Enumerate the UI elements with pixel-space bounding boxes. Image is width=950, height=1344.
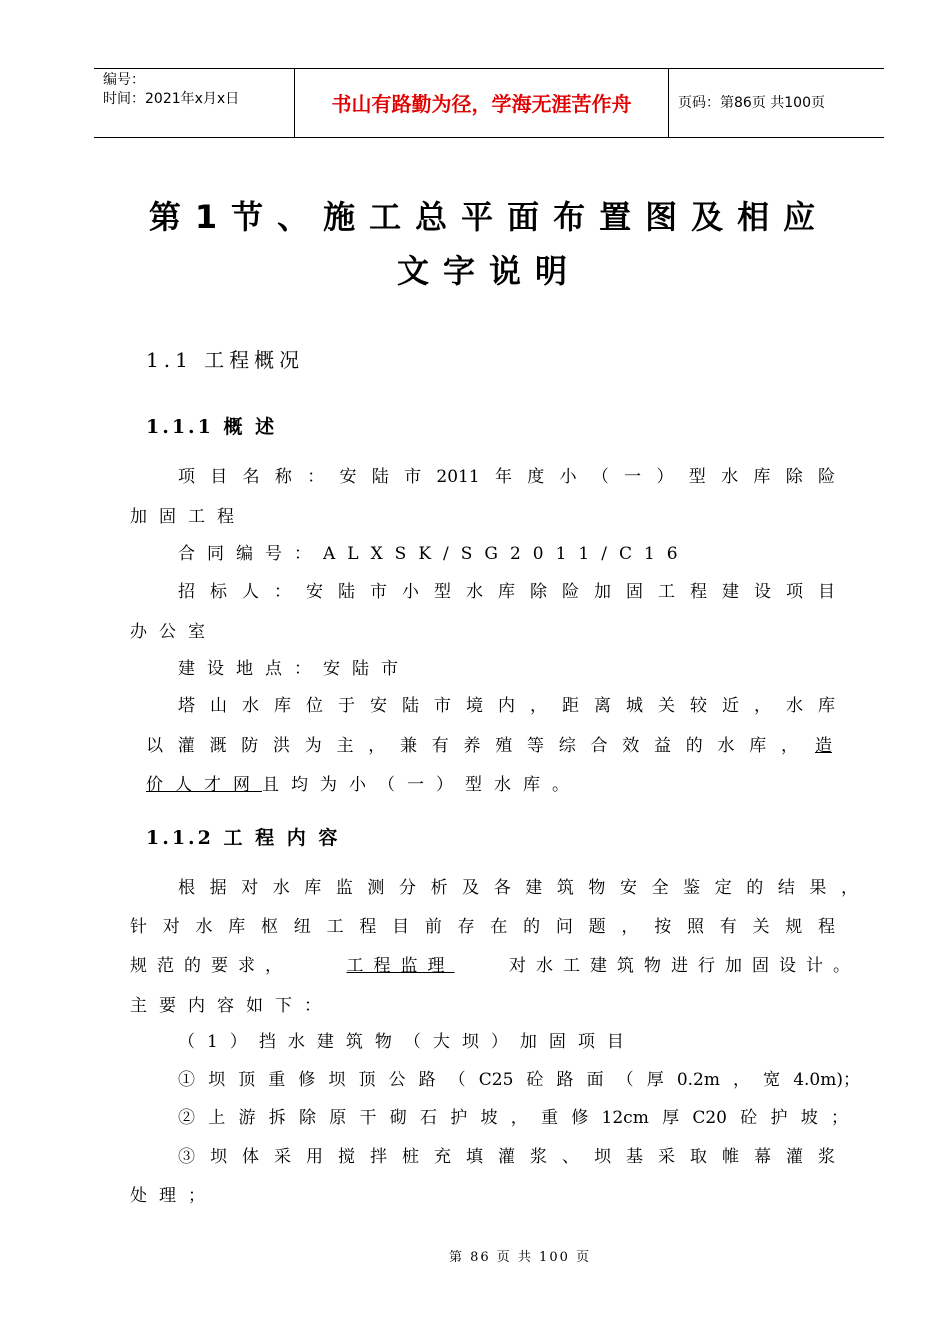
link-zaojia[interactable]: 造 bbox=[815, 736, 832, 756]
description-line3 bbox=[130, 774, 581, 796]
item-2: ②上游拆除原干砌石护坡，重修12cm厚C20砼护坡； bbox=[178, 1108, 848, 1128]
item-heading: （1）挡水建筑物（大坝）加固项目 bbox=[178, 1032, 636, 1052]
bidder-line1: 招标人：安陆市小型水库除险加固工程建设项目 bbox=[178, 582, 835, 602]
motto: 书山有路勤为径，学海无涯苦作舟 bbox=[331, 92, 632, 116]
project-name-line1: 项目名称：安陆市2011年度小（一）型水库除险 bbox=[178, 467, 835, 487]
subsection-heading-overview: 1.1.1 概 述 bbox=[146, 416, 278, 438]
content-line4: 主要内容如下： bbox=[130, 996, 333, 1016]
item-3-line1: ③坝体采用搅拌桩充填灌浆、坝基采取帷幕灌浆 bbox=[178, 1147, 835, 1167]
description-line2-text: 以灌溉防洪为主，兼有养殖等综合效益的水库， bbox=[146, 736, 798, 756]
link-supervision[interactable]: 工程监理 bbox=[346, 956, 455, 976]
header-motto-cell bbox=[295, 69, 669, 137]
link-talent-net[interactable]: 价人才网 bbox=[146, 775, 262, 795]
time-label: 时间：2021年x月x日 bbox=[103, 91, 240, 107]
page-footer: 第 86 页 共 100 页 bbox=[448, 1250, 592, 1265]
description-line3-text: 且均为小（一）型水库。 bbox=[262, 775, 581, 795]
page-title-line1: 第1节、施工总平面布置图及相应 bbox=[148, 198, 830, 236]
location-line: 建设地点：安陆市 bbox=[178, 659, 410, 679]
content-line2: 针对水库枢纽工程目前存在的问题，按照有关规程 bbox=[130, 917, 835, 937]
item-3-line2: 处理； bbox=[130, 1186, 217, 1206]
bidder-line2: 办公室 bbox=[130, 622, 217, 642]
page-title-line2: 文字说明 bbox=[396, 252, 581, 290]
header-meta-cell bbox=[94, 69, 295, 137]
page-header bbox=[94, 68, 884, 138]
subsection-heading-content: 1.1.2 工 程 内 容 bbox=[146, 827, 341, 849]
item-1: ①坝顶重修坝顶公路（C25砼路面（厚0.2m，宽4.0m)； bbox=[178, 1070, 860, 1090]
content-line3 bbox=[130, 955, 860, 977]
content-line3-text1: 规范的要求， bbox=[130, 956, 292, 976]
content-line1: 根据对水库监测分析及各建筑物安全鉴定的结果， bbox=[178, 878, 858, 898]
contract-line: 合同编号：ALXSK/SG2011/C16 bbox=[178, 544, 690, 564]
page-label: 页码：第86页 共100页 bbox=[678, 95, 825, 111]
description-line1: 塔山水库位于安陆市境内，距离城关较近，水库 bbox=[178, 696, 835, 716]
description-line2 bbox=[146, 735, 846, 757]
serial-label: 编号： bbox=[103, 72, 145, 88]
section-heading: 1.1 工程概况 bbox=[146, 348, 305, 372]
project-name-line2: 加固工程 bbox=[130, 507, 246, 527]
header-page-cell bbox=[669, 69, 884, 137]
content-line3-text2: 对水工建筑物进行加固设计。 bbox=[509, 956, 860, 976]
